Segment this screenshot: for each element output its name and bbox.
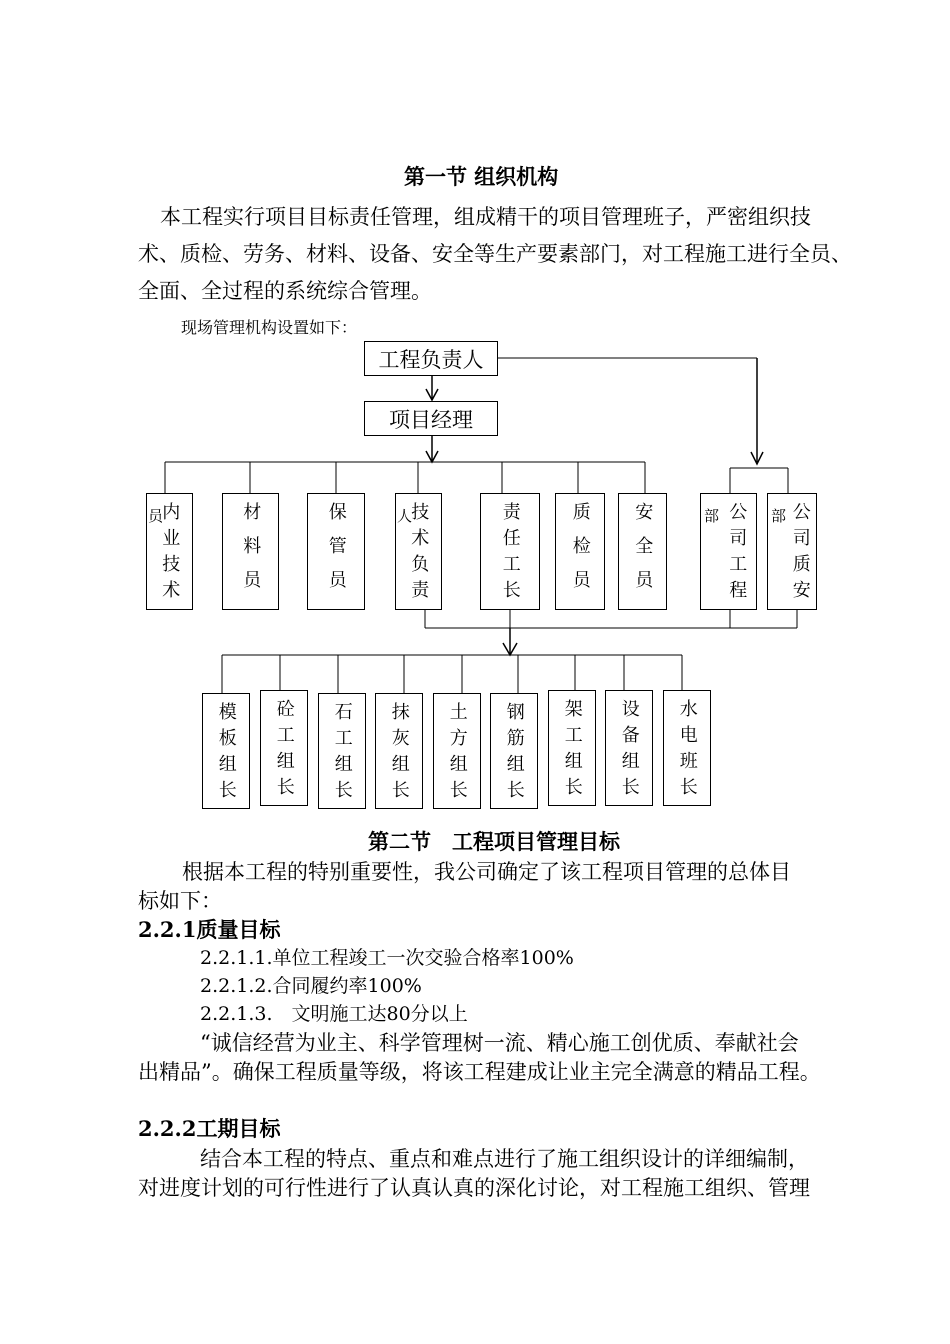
org-box-label: 保管员 [325,502,347,604]
org-box-row2 [605,690,653,806]
quality-item-3: 2.2.1.3. 文明施工达80分以上 [200,1003,468,1025]
section1-para-line-1: 本工程实行项目目标责任管理，组成精干的项目管理班子，严密组织技 [160,205,811,229]
org-box-label: 石工组长 [331,702,353,806]
slogan-line-2: 出精品”。确保工程质量等级，将该工程建成让业主完全满意的精品工程。 [138,1060,821,1084]
quality-item-2: 2.2.1.2.合同履约率100% [200,975,422,997]
org-box-row2 [318,693,366,809]
org-box-row2 [375,693,423,809]
quality-item-1: 2.2.1.1.单位工程竣工一次交验合格率100% [200,947,574,969]
section1-title: 第一节 组织机构 [404,164,559,189]
org-box-row2 [433,693,481,809]
org-box-clipped-char: 部 [771,507,787,525]
org-box-label: 设备组长 [618,699,640,803]
org-box-clipped-char: 员 [148,507,164,525]
org-box-row1 [555,493,605,610]
org-box-label: 钢筋组长 [503,702,525,806]
org-box-row2 [548,690,596,806]
org-box-row1 [618,493,667,610]
schedule-line-1: 结合本工程的特点、重点和难点进行了施工组织设计的详细编制， [200,1147,809,1171]
org-box-label: 技术负责 [408,502,430,606]
org-box-row2 [260,690,308,806]
section1-para-line-3: 全面、全过程的系统综合管理。 [138,279,432,303]
heading-quality-target: 2.2.1质量目标 [138,917,281,942]
section1-para-line-2: 术、质检、劳务、材料、设备、安全等生产要素部门，对工程施工进行全员、 [138,242,852,266]
schedule-line-2: 对进度计划的可行性进行了认真认真的深化讨论，对工程施工组织、管理 [138,1176,810,1200]
section2-para-line-2: 标如下： [138,889,222,913]
org-box-label: 公司质安 [789,502,811,606]
org-box-row2 [490,693,538,809]
org-box-label: 抹灰组长 [388,702,410,806]
org-box-project-manager [364,401,498,436]
org-box-clipped-char: 部 [704,507,720,525]
section2-title: 第二节 工程项目管理目标 [368,829,620,854]
org-box-label: 模板组长 [215,702,237,806]
slogan-line-1: “诚信经营为业主、科学管理树一流、精心施工创优质、奉献社会 [200,1031,799,1055]
org-box-label: 安全员 [632,502,654,604]
org-box-label: 内业技术 [159,502,181,606]
org-box-row1 [307,493,365,610]
org-box-label: 砼工组长 [273,699,295,803]
org-box-label: 材料员 [240,502,262,604]
org-box-row1 [480,493,540,610]
org-box-label: 架工组长 [561,699,583,803]
org-box-label: 水电班长 [676,699,698,803]
org-box-label: 项目经理 [389,407,473,432]
section2-para-line-1: 根据本工程的特别重要性，我公司确定了该工程项目管理的总体目 [182,860,791,884]
org-box-label: 土方组长 [446,702,468,806]
org-box-row2 [202,693,250,809]
org-box-label: 质检员 [569,502,591,604]
org-box-label: 责任工长 [499,502,521,606]
org-box-clipped-char: 人 [397,507,413,525]
org-box-project-lead [364,341,498,376]
org-box-label: 工程负责人 [378,347,484,372]
org-box-row1 [222,493,279,610]
org-box-row2 [663,690,711,806]
org-box-label: 公司工程 [726,502,748,606]
chart-intro: 现场管理机构设置如下： [181,318,358,337]
heading-schedule-target: 2.2.2工期目标 [138,1116,281,1141]
